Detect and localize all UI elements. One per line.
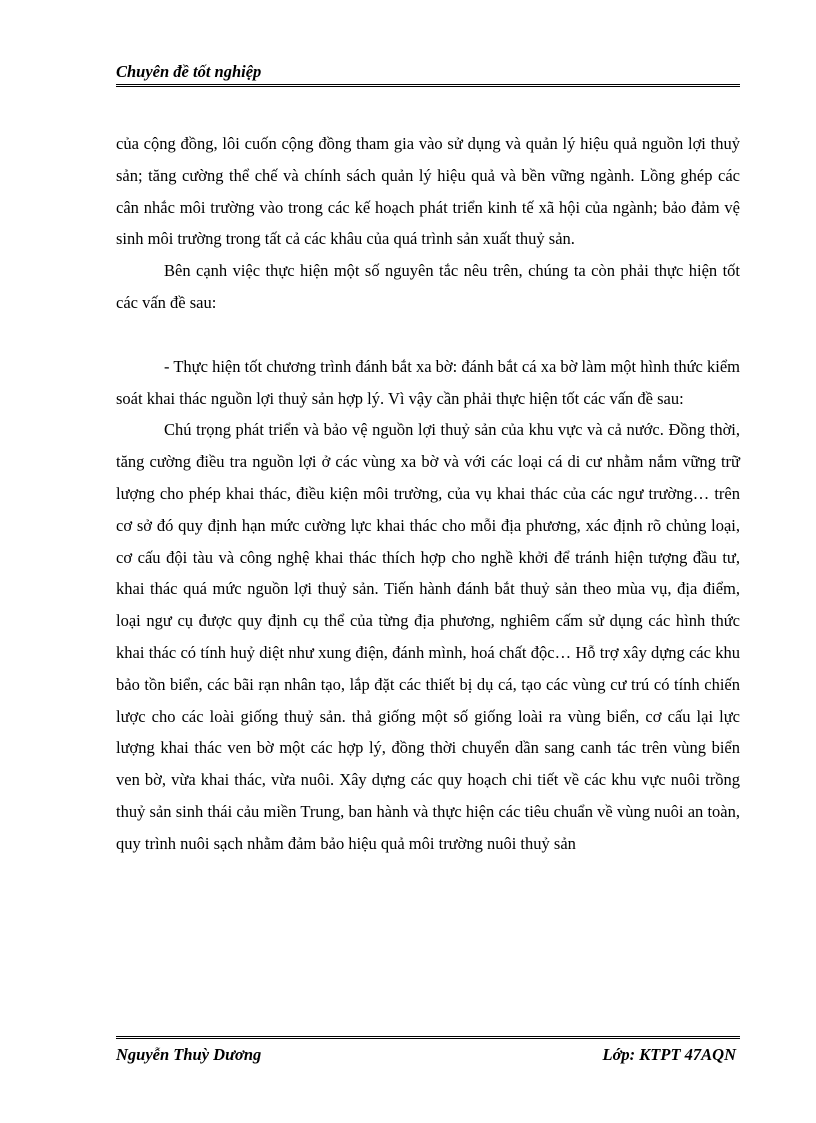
footer-class-label: Lớp: KTPT 47AQN [602, 1045, 736, 1064]
paragraph-2: Bên cạnh việc thực hiện một số nguyên tắc nêu trên, chúng ta còn phải thực hiện tốt các vấn đề sau: [116, 261, 740, 312]
paragraph-4: Chú trọng phát triển và bảo vệ nguồn lợi thuỷ sản của khu vực và cả nước. Đồng thời, tăng cường điều tra nguồn lợi ở các vùng xa bờ và với các loại cá di cư nhằm nắm vững trữ lượng cho phép khai thác, điều kiện môi trường, của vụ khai thác của các ngư trường… trên cơ sở đó quy định hạn mức cường lực khai thác cho mỗi địa phương, xác định rõ chủng loại, cơ cấu đội tàu và công nghệ khai thác thích hợp cho nghề khởi để tránh hiện tượng đầu tư, khai thác quá mức nguồn lợi thuỷ sản. Tiến hành đánh bắt thuỷ sản theo mùa vụ, địa điểm, loại ngư cụ được quy định cụ thể của từng địa phương, nghiêm cấm sử dụng các hình thức khai thác có tính huỷ diệt như xung điện, đánh mình, hoá chất độc… Hỗ trợ xây dựng các khu bảo tồn biển, các bãi rạn nhân tạo, lắp đặt các thiết bị dụ cá, tạo các vùng cư trú có tính chiến lược cho các loài giống thuỷ sản. thả giống một số giống loài ra vùng biển, cơ cấu lại lực lượng khai thác ven bờ một các hợp lý, đồng thời chuyển dần sang canh tác trên vùng biển ven bờ, vừa khai thác, vừa nuôi. Xây dựng các quy hoạch chi tiết về các khu vực nuôi trồng thuỷ sản sinh thái cảu miền Trung, ban hành và thực hiện các tiêu chuẩn về vùng nuôi an toàn, quy trình nuôi sạch nhằm đảm bảo hiệu quả môi trường nuôi thuỷ sản [116, 420, 740, 853]
header-title: Chuyên đề tốt nghiệp [116, 62, 262, 81]
page-footer [116, 1036, 740, 1071]
paragraph-3: - Thực hiện tốt chương trình đánh bắt xa bờ: đánh bắt cá xa bờ làm một hình thức kiểm soát khai thác nguồn lợi thuỷ sản hợp lý. Vì vậy cần phải thực hiện tốt các vấn đề sau: [116, 356, 740, 408]
page-header [116, 62, 740, 87]
document-body [116, 128, 740, 860]
paragraph-1: của cộng đồng, lôi cuốn cộng đồng tham gia vào sử dụng và quản lý hiệu quả nguồn lợi thuỷ sản; tăng cường thể chế và chính sách quản lý hiệu quả và bền vững ngành. Lồng ghép các cân nhắc môi trường vào trong các kế hoạch phát triển kinh tế xã hội của ngành; bảo đảm vệ sinh môi trường trong tất cả các khâu của quá trình sản xuất thuỷ sản. [116, 134, 740, 249]
footer-author: Nguyễn Thuỳ Dương [116, 1045, 262, 1064]
